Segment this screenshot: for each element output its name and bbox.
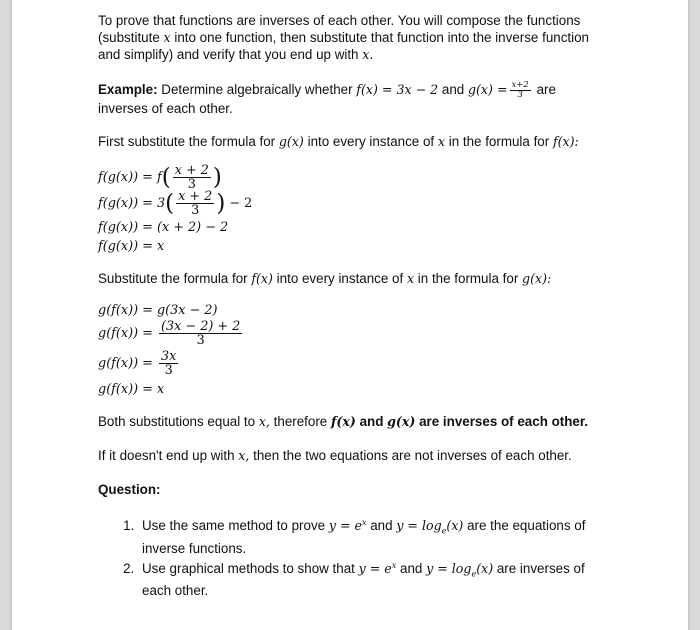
intro-text: To prove that functions are inverses of each other. You will compose the functions (substitute (98, 13, 581, 45)
gf-derivation (98, 301, 608, 399)
question-item (138, 557, 608, 600)
note-a: If it doesn't end up with (98, 448, 235, 463)
gf-line-3-lhs: g(f(x)) = (98, 356, 153, 371)
fg-line-2-lhs: f(g(x)) = 3 (98, 196, 166, 211)
q1-tail: are the equations of inverse functions. (142, 518, 586, 556)
f-definition: f(x) = 3x − 2 (356, 82, 439, 98)
conclusion-and: and (359, 414, 384, 429)
conclusion-gx: g(x) (387, 414, 416, 429)
fg-line-2-tail: − 2 (229, 196, 253, 211)
conclusion-x: x, (258, 414, 270, 429)
gf-line-4-text: g(f(x)) = x (98, 382, 165, 397)
paren-open: ( (165, 190, 175, 217)
conclusion-a: Both substitutions equal to (98, 414, 256, 429)
fg-line-2 (98, 190, 608, 218)
note-paragraph (98, 447, 608, 464)
gf-line-3-den: 3 (164, 363, 173, 378)
example-and: and (441, 82, 465, 98)
gf-line-1 (98, 301, 608, 320)
document-page (12, 0, 688, 630)
q2-text: Use graphical methods to show that (142, 560, 355, 576)
step1-paragraph (98, 133, 608, 150)
fg-derivation (98, 164, 608, 256)
example-text-end: inverses of each other. (98, 101, 233, 116)
gf-line-3-fraction (159, 350, 178, 377)
fg-line-1-den: 3 (187, 177, 196, 192)
paren-open: ( (161, 164, 171, 191)
q1-log (396, 518, 464, 536)
fg-line-3-text: f(g(x)) = (x + 2) − 2 (98, 220, 229, 235)
step2-gx: g(x): (522, 271, 552, 286)
intro-mid-text: into one function, then substitute that function into the inverse function and simplify) and verify that you end up with (98, 30, 589, 62)
q1-and: and (370, 518, 393, 534)
q2-exp (359, 561, 397, 576)
step1-tail: in the formula for (448, 134, 550, 149)
gf-line-2-fraction (159, 320, 242, 347)
q2-and: and (400, 560, 423, 576)
intro-x: x (163, 30, 171, 45)
q1-log-base: y = log (396, 518, 442, 534)
example-label: Example: (98, 82, 158, 98)
q1-log-sub: e (441, 526, 447, 536)
q1-text: Use the same method to prove (142, 518, 326, 534)
step1-fx: f(x): (552, 134, 579, 149)
question-list (98, 514, 608, 599)
g-definition-lhs: g(x) = (467, 82, 508, 98)
note-b: then the two equations are not inverses of each other. (253, 448, 572, 463)
intro-x-end: x. (362, 47, 374, 62)
q1-exp-sup: x (361, 518, 367, 527)
step1-gx: g(x) (278, 134, 304, 149)
gf-line-3 (98, 350, 608, 380)
gf-line-4 (98, 380, 608, 399)
conclusion-paragraph (98, 413, 608, 430)
example-paragraph (98, 81, 608, 117)
q2-log-sub: e (471, 569, 477, 579)
step2-lead: Substitute the formula for (98, 271, 248, 286)
gf-line-2-num: (3x − 2) + 2 (160, 319, 241, 334)
q1-log-arg: (x) (446, 518, 464, 534)
example-are: are (536, 82, 556, 98)
fg-line-2-den: 3 (191, 203, 200, 218)
gf-line-2-lhs: g(f(x)) = (98, 326, 153, 341)
step2-fx: f(x) (251, 271, 273, 286)
conclusion-b: therefore (273, 414, 328, 429)
question-heading (98, 481, 608, 498)
g-numerator: x+2 (511, 80, 529, 90)
q1-exp (329, 518, 367, 533)
q2-tail: are inverses of each other. (142, 560, 585, 599)
conclusion-d: are inverses of each other. (419, 414, 589, 429)
gf-line-2-den: 3 (196, 333, 205, 348)
document-content (98, 12, 608, 599)
fg-line-1-num: x + 2 (174, 163, 209, 178)
step1-mid: into every instance of (307, 134, 435, 149)
conclusion-fx: f(x) (331, 414, 356, 429)
intro-paragraph (98, 12, 608, 63)
step2-paragraph (98, 270, 608, 287)
step2-mid: into every instance of (276, 271, 404, 286)
step2-x: x (406, 271, 415, 286)
g-definition-fraction (510, 81, 531, 100)
gf-line-3-num: 3x (160, 349, 177, 364)
step2-tail: in the formula for (417, 271, 519, 286)
fg-line-2-fraction (176, 190, 214, 217)
q2-exp-sup: x (391, 560, 397, 570)
fg-line-3 (98, 218, 608, 237)
q2-exp-base: y = e (358, 560, 392, 576)
q2-log-arg: (x) (476, 560, 494, 576)
gf-line-1-text: g(f(x)) = g(3x − 2) (98, 303, 218, 318)
step1-x: x (437, 134, 445, 149)
fg-line-1-fraction (173, 164, 211, 191)
paren-close: ) (216, 190, 226, 217)
q1-exp-base: y = e (328, 518, 362, 534)
question-label: Question: (98, 482, 161, 497)
q2-log (426, 560, 494, 579)
fg-line-1 (98, 164, 608, 190)
g-denominator: 3 (517, 90, 523, 100)
fg-line-2-num: x + 2 (178, 189, 213, 204)
question-item (138, 514, 608, 557)
fg-line-1-lhs: f(g(x)) = f (98, 170, 162, 185)
fg-line-4-text: f(g(x)) = x (98, 239, 165, 254)
note-x: x, (238, 448, 250, 463)
gf-line-2 (98, 320, 608, 350)
example-text: Determine algebraically whether (161, 82, 353, 98)
q2-log-base: y = log (426, 560, 472, 576)
paren-close: ) (212, 164, 222, 191)
step1-lead: First substitute the formula for (98, 134, 276, 149)
fg-line-4 (98, 237, 608, 256)
